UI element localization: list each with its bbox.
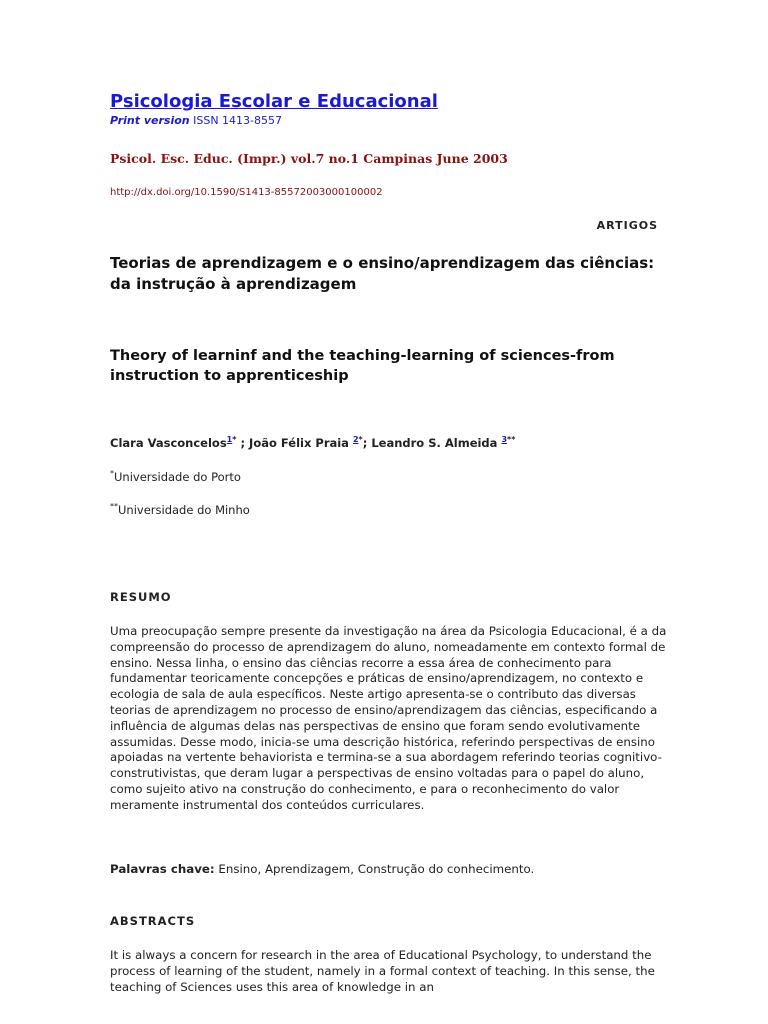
article-title-pt: Teorias de aprendizagem e o ensino/aprendizagem das ciências: da instrução à aprendizagem	[110, 254, 655, 293]
author-footnote-link[interactable]: 2	[352, 435, 359, 444]
print-version-line	[110, 114, 282, 127]
article-title-en: Theory of learninf and the teaching-learning of sciences-from instruction to apprenticeship	[110, 348, 615, 384]
resumo-heading: RESUMO	[110, 590, 172, 604]
section-label: ARTIGOS	[596, 219, 658, 232]
journal-title-link[interactable]: Psicologia Escolar e Educacional	[110, 91, 438, 112]
author-separator: ;	[236, 435, 250, 450]
keywords-label: Palavras chave:	[110, 862, 215, 876]
keywords-values: Ensino, Aprendizagem, Construção do conhecimento.	[214, 862, 535, 876]
abstracts-heading: ABSTRACTS	[110, 914, 196, 928]
resumo-paragraph: Uma preocupação sempre presente da investigação na área da Psicologia Educacional, é a da compreensão do processo de aprendizagem do aluno, nomeadamente em contexto formal de ensino. Nessa linha, o ensino das ciências recorre a essa área de conhecimento para fundamentar teoricamente concepções e práticas de ensino/aprendizagem, no contexto e ecologia de sala de aula específicos. Neste artigo apresenta-se o contributo das diversas teorias de aprendizagem no processo de ensino/aprendizagem das ciências, especificando a influência de algumas delas nas perspectivas de ensino que foram sendo evolutivamente assumidas. Desse modo, inicia-se uma descrição histórica, referindo perspectivas de ensino apoiadas na vertente behaviorista e termina-se a sua abordagem referindo teorias cognitivo-construtivistas, que deram lugar a perspectivas de ensino voltadas para o papel do aluno, como sujeito ativo na construção do conhecimento, e para o reconhecimento do valor meramente instrumental dos conteúdos curriculares.	[110, 624, 667, 812]
author-footnote-link[interactable]: 1	[226, 435, 233, 444]
affiliation-porto	[110, 469, 241, 484]
affiliation-mark: *	[110, 469, 114, 478]
affiliation-text: Universidade do Minho	[118, 502, 250, 517]
affiliation-minho	[110, 502, 250, 517]
author-name: Leandro S. Almeida	[371, 435, 502, 450]
author-name: Clara Vasconcelos	[110, 435, 227, 450]
print-version-label: Print version	[110, 114, 190, 127]
affiliation-mark: *	[232, 435, 237, 444]
author-footnote-link[interactable]: 3	[501, 435, 508, 444]
journal-citation: Psicol. Esc. Educ. (Impr.) vol.7 no.1 Campinas June 2003	[110, 151, 508, 166]
keywords-line	[110, 862, 670, 878]
affiliation-mark: **	[507, 435, 516, 444]
author-list	[110, 435, 515, 450]
affiliation-mark: *	[358, 435, 363, 444]
author-name: João Félix Praia	[249, 435, 353, 450]
affiliation-text: Universidade do Porto	[114, 469, 241, 484]
issn: ISSN 1413-8557	[193, 114, 283, 127]
author-separator: ;	[362, 435, 372, 450]
affiliation-mark: **	[110, 502, 118, 511]
doi-link[interactable]: http://dx.doi.org/10.1590/S1413-85572003000100002	[110, 187, 383, 198]
abstract-paragraph: It is always a concern for research in the area of Educational Psychology, to understand the process of learning of the student, namely in a formal context of teaching. In this sense, the teaching of Sciences uses this area of knowledge in an	[110, 948, 655, 994]
